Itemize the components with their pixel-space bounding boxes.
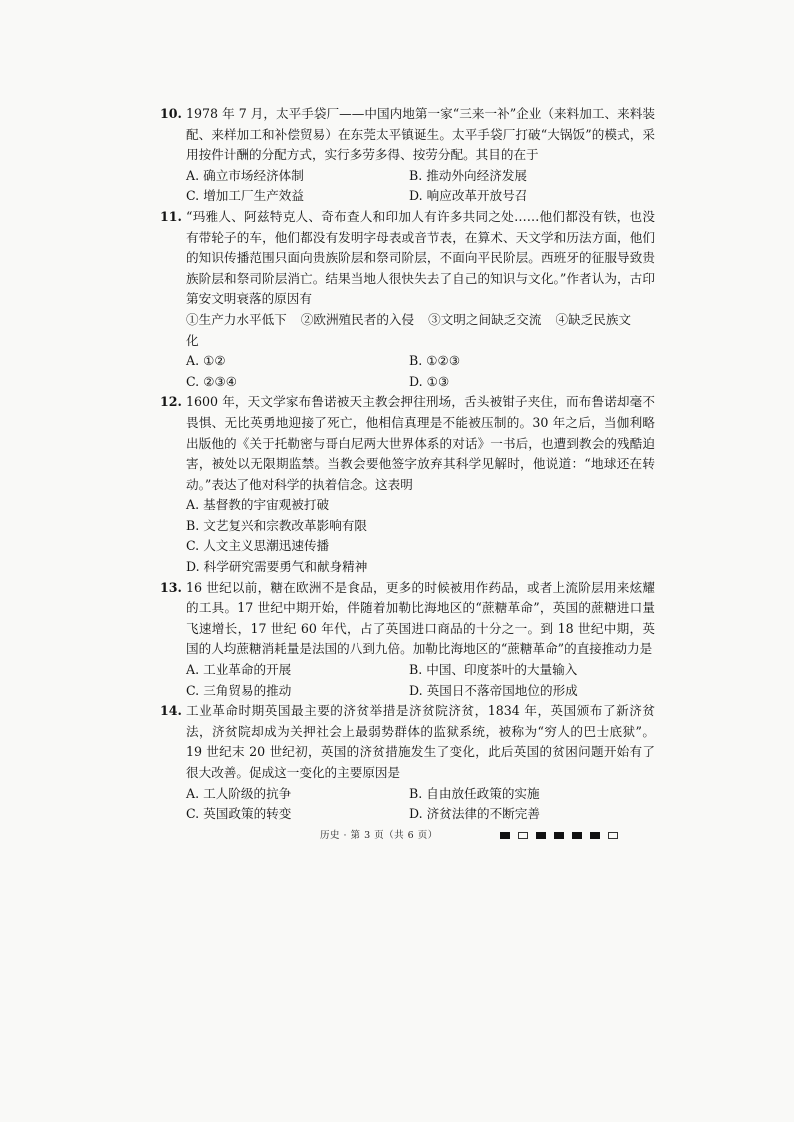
option-a[interactable]: A. ①② <box>186 353 226 369</box>
option-a[interactable]: A. 工业革命的开展 <box>186 662 292 678</box>
option-d[interactable]: D. 科学研究需要勇气和献身精神 <box>186 559 368 575</box>
option-b[interactable]: B. 推动外向经济发展 <box>409 167 528 183</box>
statement-3: ③文明之间缺乏交流 <box>428 311 542 327</box>
registration-mark <box>590 832 600 839</box>
statement-2: ②欧洲殖民者的入侵 <box>300 311 415 327</box>
statement-list <box>186 310 655 351</box>
option-b[interactable]: B. 中国、印度茶叶的大量输入 <box>409 662 578 678</box>
options <box>186 166 655 207</box>
question-text: 工业革命时期英国最主要的济贫举措是济贫院济贫，1834 年，英国颁布了新济贫法，济贫院却成为关押社会上最弱势群体的监狱系统，被称为“穷人的巴士底狱”。19 世纪末 20 世纪初，英国的济贫措施发生了变化，此后英国的贫困问题开始有了很大改善。促成这一变化的主要原因是 <box>186 703 655 780</box>
question-12 <box>160 392 655 577</box>
question-text: 16 世纪以前，糖在欧洲不是食品，更多的时候被用作药品，或者上流阶层用来炫耀的工具。17 世纪中期开始，伴随着加勒比海地区的“蔗糖革命”，英国的蔗糖进口量飞速增长，17 世纪 60 年代，占了英国进口商品的十分之一。到 18 世纪中期，英国的人均蔗糖消耗量是法国的八到九倍。加勒比海地区的“蔗糖革命”的直接推动力是 <box>186 579 655 657</box>
registration-mark <box>536 832 546 839</box>
question-number: 13. <box>160 579 182 595</box>
option-a[interactable]: A. 确立市场经济体制 <box>186 167 304 183</box>
option-a[interactable]: A. 工人阶级的抗争 <box>186 785 292 801</box>
answer-sheet-marks <box>500 832 618 839</box>
option-c[interactable]: C. 增加工厂生产效益 <box>186 188 304 204</box>
options <box>186 784 655 825</box>
registration-mark <box>554 832 564 839</box>
question-number: 11. <box>160 208 182 224</box>
question-number: 10. <box>160 106 182 121</box>
option-c[interactable]: C. ②③④ <box>186 373 238 389</box>
option-d[interactable]: D. 济贫法律的不断完善 <box>409 806 540 822</box>
option-b[interactable]: B. 自由放任政策的实施 <box>409 785 540 801</box>
option-d[interactable]: D. 响应改革开放号召 <box>409 188 528 204</box>
option-d[interactable]: D. 英国日不落帝国地位的形成 <box>409 682 578 698</box>
question-number: 14. <box>160 703 182 719</box>
questions-area <box>160 104 655 825</box>
registration-mark <box>500 832 510 839</box>
option-b[interactable]: B. ①②③ <box>409 353 461 369</box>
question-text: “玛雅人、阿兹特克人、奇布查人和印加人有许多共同之处……他们都没有铁，也没有带轮子的车，他们都没有发明字母表或音节表，在算术、天文学和历法方面，他们的知识传播范围只面向贵族阶层和祭司阶层，不面向平民阶层。西班牙的征服导致贵族阶层和祭司阶层消亡。结果当地人很快失去了自己的知识与文化。”作者认为，古印第安文明衰落的原因有 <box>186 208 655 307</box>
question-text: 1978 年 7 月，太平手袋厂——中国内地第一家“三来一补”企业（来料加工、来料装配、来样加工和补偿贸易）在东莞太平镇诞生。太平手袋厂打破“大锅饭”的模式，采用按件计酬的分配方式，实行多劳多得、按劳分配。其目的在于 <box>186 106 655 163</box>
question-11 <box>160 207 655 392</box>
option-c[interactable]: C. 三角贸易的推动 <box>186 682 292 698</box>
options <box>186 351 655 392</box>
statement-4: ④缺乏民族文化 <box>186 311 631 348</box>
registration-mark <box>608 832 618 839</box>
question-14 <box>160 701 655 825</box>
options <box>186 495 655 577</box>
registration-mark <box>572 832 582 839</box>
option-d[interactable]: D. ①③ <box>409 373 450 389</box>
question-text: 1600 年，天文学家布鲁诺被天主教会押往刑场，舌头被钳子夹住，而布鲁诺却毫不畏惧、无比英勇地迎接了死亡，他相信真理是不能被压制的。30 年之后，当伽利略出版他的《关于托勒密与哥白尼两大世界体系的对话》一书后，也遭到教会的残酷迫害，被处以无限期监禁。当教会要他签字放弃其科学见解时，他说道：“地球还在转动。”表达了他对科学的执着信念。这表明 <box>186 394 655 492</box>
question-10 <box>160 104 655 207</box>
statement-1: ①生产力水平低下 <box>186 311 287 327</box>
option-a[interactable]: A. 基督教的宇宙观被打破 <box>186 497 330 513</box>
option-b[interactable]: B. 文艺复兴和宗教改革影响有限 <box>186 517 367 533</box>
option-c[interactable]: C. 人文主义思潮迅速传播 <box>186 538 330 554</box>
option-c[interactable]: C. 英国政策的转变 <box>186 806 292 822</box>
options <box>186 660 655 701</box>
page-footer <box>160 826 655 846</box>
registration-mark <box>518 832 528 839</box>
page-number: 历史 · 第 3 页（共 6 页） <box>320 830 438 841</box>
question-number: 12. <box>160 394 182 410</box>
question-13 <box>160 578 655 702</box>
